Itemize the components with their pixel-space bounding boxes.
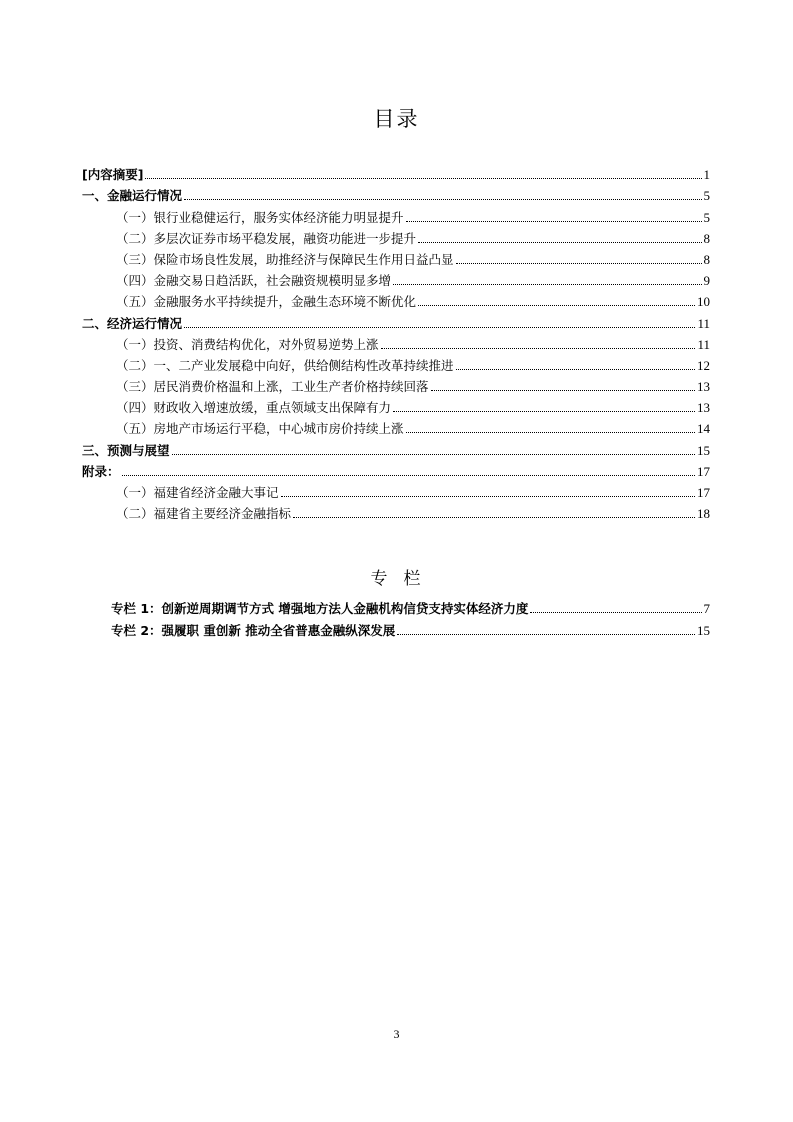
- column-entry-label: 专栏 1：创新逆周期调节方式 增强地方法人金融机构信贷支持实体经济力度: [111, 601, 529, 616]
- toc-entry-label: （五）金融服务水平持续提升，金融生态环境不断优化: [116, 294, 417, 310]
- column-entry-label: 专栏 2：强履职 重创新 推动全省普惠金融纵深发展: [111, 623, 396, 638]
- toc-entry[interactable]: [82, 394, 710, 415]
- toc-entry-label: 附录：: [82, 463, 120, 479]
- toc-entry-label: （一）福建省经济金融大事记: [116, 485, 279, 500]
- toc-entry-page: 12: [697, 357, 710, 373]
- toc-entry[interactable]: [82, 309, 710, 330]
- toc-entry[interactable]: [82, 373, 710, 394]
- toc-entry-label: （二）一、二产业发展稳中向好，供给侧结构性改革持续推进: [116, 357, 454, 373]
- toc-entry-page: 8: [703, 251, 710, 267]
- columns-heading-char: 栏: [403, 569, 423, 589]
- toc-entry-page: 18: [697, 506, 710, 522]
- table-of-contents: [82, 161, 710, 521]
- toc-entry[interactable]: [82, 352, 710, 373]
- dot-leader: [293, 517, 695, 518]
- columns-heading: [0, 564, 793, 589]
- toc-entry-page: 14: [697, 421, 710, 437]
- toc-entry[interactable]: [82, 479, 710, 500]
- dot-leader: [184, 199, 701, 200]
- toc-entry-label: （四）金融交易日趋活跃，社会融资规模明显多增: [116, 273, 392, 289]
- toc-entry-page: 11: [697, 336, 710, 352]
- toc-entry[interactable]: [82, 458, 710, 479]
- toc-entry-page: 10: [697, 294, 710, 310]
- toc-entry-page: 13: [697, 400, 710, 416]
- toc-entry-page: 5: [703, 209, 710, 225]
- toc-entry-label: （一）银行业稳健运行，服务实体经济能力明显提升: [116, 209, 404, 225]
- dot-leader: [393, 411, 695, 412]
- toc-entry[interactable]: [82, 161, 710, 182]
- toc-entry-page: 5: [703, 188, 710, 204]
- columns-heading-char: 专: [370, 569, 390, 589]
- dot-leader: [406, 221, 702, 222]
- toc-entry-page: 15: [697, 442, 710, 458]
- toc-entry-page: 17: [697, 485, 710, 500]
- column-entry-page: 15: [697, 623, 710, 638]
- toc-entry-label: 一、金融运行情况: [82, 188, 183, 204]
- dot-leader: [281, 496, 695, 497]
- column-entry-page: 7: [703, 601, 710, 616]
- toc-entry[interactable]: [82, 267, 710, 288]
- columns-list: [111, 594, 710, 638]
- column-entry[interactable]: [111, 616, 710, 638]
- toc-entry-label: （三）保险市场良性发展，助推经济与保障民生作用日益凸显: [116, 251, 454, 267]
- toc-entry[interactable]: [82, 203, 710, 224]
- toc-entry-page: 11: [697, 315, 710, 331]
- toc-entry-label: （二）多层次证券市场平稳发展，融资功能进一步提升: [116, 230, 417, 246]
- toc-entry[interactable]: [82, 288, 710, 309]
- toc-entry[interactable]: [82, 500, 710, 521]
- toc-title: 目录: [373, 107, 420, 131]
- dot-leader: [418, 305, 695, 306]
- dot-leader: [456, 369, 695, 370]
- toc-entry-label: （三）居民消费价格温和上涨，工业生产者价格持续回落: [116, 379, 429, 395]
- dot-leader: [397, 634, 695, 635]
- dot-leader: [122, 475, 695, 476]
- dot-leader: [172, 454, 695, 455]
- dot-leader: [530, 612, 701, 613]
- dot-leader: [418, 242, 701, 243]
- dot-leader: [184, 327, 695, 328]
- toc-entry-page: 13: [697, 379, 710, 395]
- toc-entry-label: [内容摘要]: [82, 167, 144, 183]
- toc-entry[interactable]: [82, 246, 710, 267]
- dot-leader: [456, 263, 702, 264]
- toc-entry[interactable]: [82, 415, 710, 436]
- toc-entry-label: （一）投资、消费结构优化，对外贸易逆势上涨: [116, 336, 379, 352]
- toc-entry-page: 8: [703, 230, 710, 246]
- dot-leader: [145, 178, 701, 179]
- toc-entry[interactable]: [82, 436, 710, 457]
- toc-entry-page: 1: [703, 167, 710, 183]
- toc-entry-label: 二、经济运行情况: [82, 315, 183, 331]
- toc-entry-label: （二）福建省主要经济金融指标: [116, 506, 292, 522]
- page-number: 3: [393, 1027, 400, 1041]
- toc-entry[interactable]: [82, 331, 710, 352]
- dot-leader: [431, 390, 695, 391]
- toc-entry-page: 9: [703, 273, 710, 289]
- toc-entry-label: （五）房地产市场运行平稳，中心城市房价持续上涨: [116, 421, 404, 437]
- toc-entry-page: 17: [697, 463, 710, 479]
- dot-leader: [381, 348, 696, 349]
- column-entry[interactable]: [111, 594, 710, 616]
- toc-entry[interactable]: [82, 182, 710, 203]
- toc-entry-label: （四）财政收入增速放缓，重点领域支出保障有力: [116, 400, 392, 416]
- dot-leader: [393, 284, 701, 285]
- toc-entry[interactable]: [82, 225, 710, 246]
- toc-entry-label: 三、预测与展望: [82, 442, 170, 458]
- dot-leader: [406, 432, 695, 433]
